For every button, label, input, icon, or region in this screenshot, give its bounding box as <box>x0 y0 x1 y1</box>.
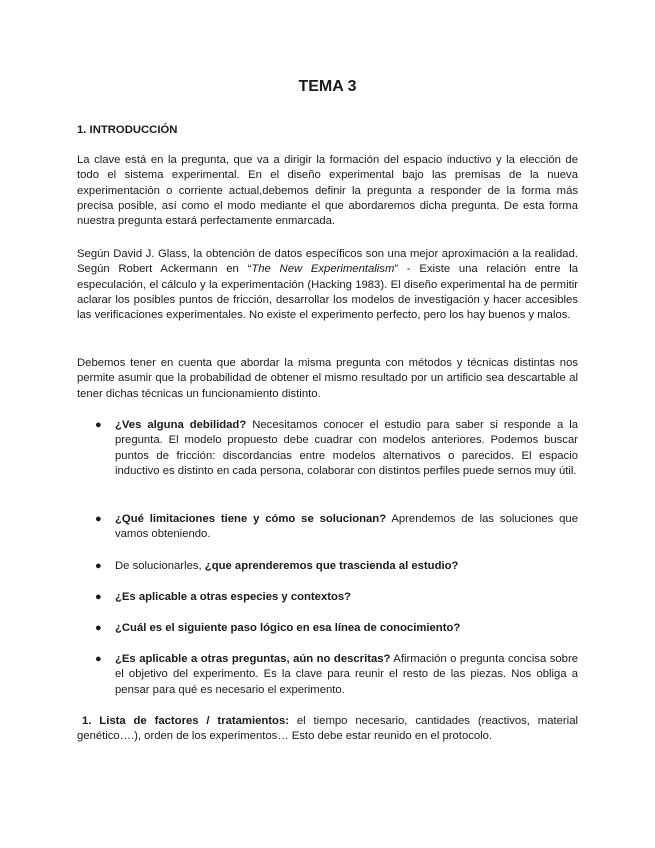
bullet-question: ¿Ves alguna debilidad? <box>115 419 247 431</box>
bullet-dot: ● <box>95 653 102 665</box>
bullet-text <box>115 652 578 698</box>
paragraph-intro: La clave está en la pregunta, que va a dirigir la formación del espacio inductivo y la elección de todo el sistema experimental. En el diseño experimental bajo las premisas de la nueva experimentación o corriente actual,debemos definir la pregunta a responder de la forma más precisa posible, así como el modo mediante el que abordaremos dicha pregunta. De esta forma nuestra pregunta estará perfectamente enmarcada. <box>77 154 578 228</box>
bullet-dot: ● <box>95 560 102 572</box>
bullet-body: Afirmación o pregunta concisa sobre el objetivo del experimento. Es la clave para reunir el resto de las piezas. Nos obliga a pensar para qué es necesario el experimento. <box>115 653 579 696</box>
bullet-question: ¿que aprenderemos que trascienda al estudio? <box>204 560 459 572</box>
bullet-question: ¿Qué limitaciones tiene y cómo se solucionan? <box>115 513 387 525</box>
bullet-dot: ● <box>95 591 102 603</box>
paragraph-glass <box>77 247 578 323</box>
bullet-item <box>95 559 578 574</box>
bullet-question: ¿Es aplicable a otras especies y contextos? <box>115 591 352 603</box>
bullet-body: Aprendemos de las soluciones que vamos obteniendo. <box>115 513 578 541</box>
bullet-text <box>115 590 578 605</box>
bullet-item <box>95 418 578 479</box>
numbered-item-body: el tiempo necesario, cantidades (reactivos, material genético….), orden de los experimentos… Esto debe estar reunido en el protocolo. <box>77 715 578 743</box>
bullet-text <box>115 418 578 479</box>
book-title: The New Experimentalism <box>251 263 395 276</box>
bullet-question: ¿Cuál es el siguiente paso lógico en esa línea de conocimiento? <box>115 622 461 634</box>
bullet-dot: ● <box>95 622 102 634</box>
bullet-text <box>115 512 578 543</box>
numbered-item-factors <box>77 714 578 745</box>
bullet-text <box>115 559 578 574</box>
numbered-item-label: 1. Lista de factores / tratamientos: <box>82 715 289 727</box>
bullet-item <box>95 590 578 605</box>
bullet-dot: ● <box>95 513 102 525</box>
bullet-text <box>115 621 578 636</box>
paragraph-glass-part2: ” - Existe una relación entre la especulación, el cálculo y la experimentación (Hacking 1983). El diseño experimental ha de permitir aclarar los posibles puntos de fricción, desarrollar los modelos de investigación y hacer accesibles las verificaciones experimentales. No existe el experimento perfecto, pero los hay buenos y malos. <box>77 263 578 322</box>
paragraph-methods: Debemos tener en cuenta que abordar la misma pregunta con métodos y técnicas distintas nos permite asumir que la probabilidad de obtener el mismo resultado por un artificio sea descartable al tener dichas técnicas un funcionamiento distinto. <box>77 357 578 400</box>
section-heading: 1. INTRODUCCIÓN <box>77 124 178 136</box>
bullet-body: Necesitamos conocer el estudio para saber si responde a la pregunta. El modelo propuesto debe cuadrar con modelos anteriores. Podemos buscar puntos de fricción: discordancias entre modelos alternativos o parecidos. El espacio inductivo es distinto en cada persona, colaborar con distintos perfiles puede sernos muy útil. <box>115 419 579 477</box>
page-title: TEMA 3 <box>298 78 357 95</box>
bullet-item <box>95 652 578 698</box>
bullet-question: ¿Es aplicable a otras preguntas, aún no descritas? <box>115 653 391 665</box>
bullet-item <box>95 621 578 636</box>
paragraph-glass-part1: Según David J. Glass, la obtención de datos específicos son una mejor aproximación a la realidad. Según Robert Ackermann en “ <box>77 248 578 276</box>
bullet-prefix: De solucionarles, <box>115 560 205 572</box>
bullet-item <box>95 512 578 543</box>
bullet-dot: ● <box>95 419 102 431</box>
